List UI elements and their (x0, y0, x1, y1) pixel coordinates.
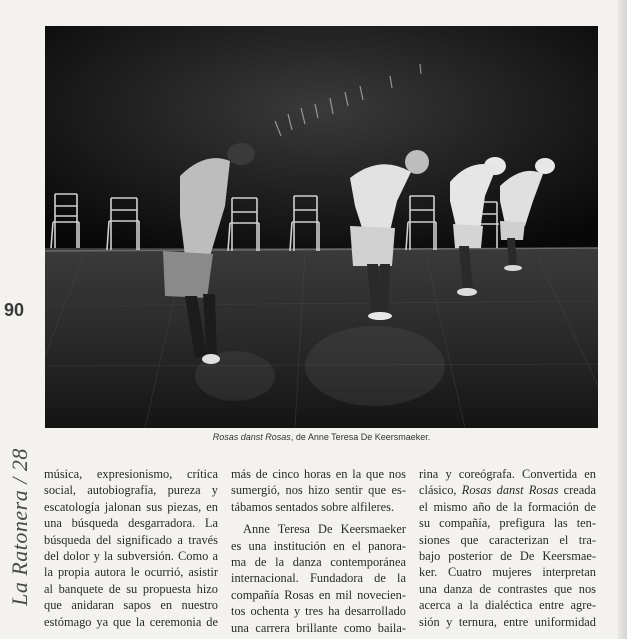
text-line: que anidaran sapos en nuestro (44, 598, 218, 613)
text-line: su compañía, prefigura las ten- (419, 516, 596, 531)
text-line: el mismo año de la formación de (419, 499, 596, 514)
text-line: la propia autora le ocurrió, asistir (44, 565, 218, 580)
text-line: del dolor y la subversión. Como a (44, 548, 218, 563)
text-line: compañía Rosas en mil novecien- (231, 587, 406, 602)
text-line: sumergió, nos hizo sentir que es- (231, 483, 406, 498)
text-line: más de cinco horas en la que nos (231, 467, 406, 481)
text-line: música, expresionismo, crítica (44, 467, 218, 481)
text-line: tos ochenta y tres ha desarrollado (231, 604, 406, 619)
text-line: al banquete de su propuesta hizo (44, 581, 218, 596)
text-line: es una institución en el panora- (231, 538, 406, 553)
text-line: social, autobiografía, pureza y (44, 483, 218, 498)
page-edge (618, 0, 627, 639)
magazine-label-text: La Ratonera / 28 (7, 448, 32, 606)
text-line: sión y ternura, entre uniformidad (419, 614, 596, 629)
magazine-label (0, 432, 40, 622)
caption-rest: , de Anne Teresa De Keersmaeker. (290, 432, 431, 442)
text-line: rina y coreógrafa. Convertida en (419, 467, 596, 481)
text-line: escatología jalonan sus piezas, en (44, 499, 218, 514)
text-line: una búsqueda desgarradora. La (44, 516, 218, 531)
text-line: estómago ya que la ceremonia de (44, 614, 218, 629)
text-line: Anne Teresa De Keersmaeker (243, 522, 406, 537)
text-line: búsqueda del significado a través (44, 532, 218, 547)
text-line: una carrera brillante como baila- (231, 620, 406, 635)
text-line: acerca a la dialéctica entre agre- (419, 598, 596, 613)
italic-title: Rosas danst Rosas (461, 483, 559, 498)
text-column-1 (44, 466, 218, 630)
dance-photo (45, 26, 598, 428)
text-line: siones que caracterizan el tra- (419, 532, 596, 547)
text-column-2 (231, 466, 406, 636)
text-line: internacional. Fundadora de la (231, 571, 406, 586)
page-number: 90 (4, 300, 25, 320)
text-line: ma de la danza contemporánea (231, 554, 406, 569)
text-line: bajo posterior de De Keersmae- (419, 548, 596, 563)
caption-title: Rosas danst Rosas (212, 432, 291, 442)
text-fragment: clásico, (419, 483, 462, 498)
text-column-3 (419, 466, 596, 630)
text-fragment: creada (558, 483, 596, 498)
text-line: una danza de contrastes que nos (419, 581, 596, 596)
text-line-with-italic (419, 482, 596, 498)
text-line: tábamos sentados sobre alfileres. (231, 499, 395, 514)
photo-caption (45, 432, 598, 442)
text-line: ker. Cuatro mujeres interpretan (419, 565, 596, 580)
